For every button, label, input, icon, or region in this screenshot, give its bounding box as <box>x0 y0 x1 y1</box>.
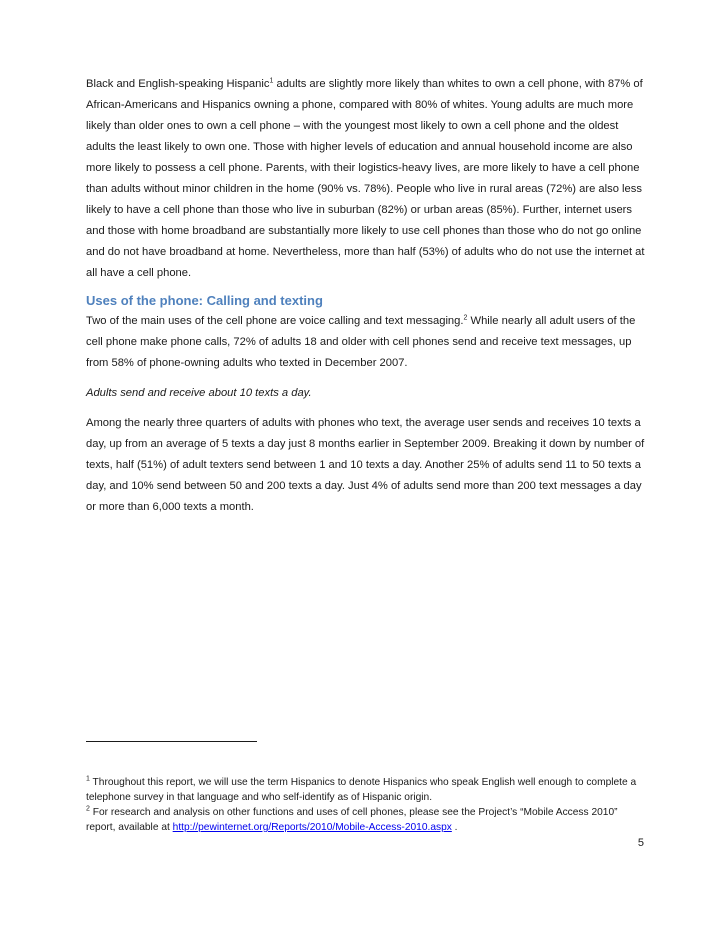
mobile-access-report-link[interactable]: http://pewinternet.org/Reports/2010/Mobile-Access-2010.aspx <box>172 822 452 833</box>
footnote-1 <box>86 775 646 805</box>
footnote-1-number: 1 <box>86 775 90 783</box>
footnote-separator <box>86 741 257 742</box>
page-body <box>86 74 648 518</box>
italic-subheading: Adults send and receive about 10 texts a day. <box>86 387 312 399</box>
para1-text-end: adults are slightly more likely than whites to own a cell phone, with 87% of African-Americans and Hispanics owning a phone, compared with 80% of whites. Young adults are much more likely than older ones to own a cell phone – with the youngest most likely to own a cell phone and the oldest adults the least likely to own one. Those with higher levels of education and annual household income are also more likely to possess a cell phone. Parents, with their logistics-heavy lives, are more likely to have a cell phone than adults without minor children in the home (90% vs. 78%). People who live in rural areas (72%) are also less likely to have a cell phone than those who live in suburban (82%) or urban areas (85%). Further, internet users and those with home broadband are substantially more likely to use cell phones than those who do not go online and do not have broadband at home. Nevertheless, more than half (53%) of adults who do not use the internet at all have a cell phone. <box>86 78 645 279</box>
footnote-2-text: For research and analysis on other functions and uses of cell phones, please see the Project’s “Mobile Access 2010” report, available at <box>86 807 618 833</box>
para1-text-start: Black and English-speaking Hispanic <box>86 78 270 90</box>
paragraph-texts-per-day: Among the nearly three quarters of adults with phones who text, the average user sends and receives 10 texts a day, up from an average of 5 texts a day just 8 months earlier in September 2009. Breaking it down by number of texts, half (51%) of adult texters send between 1 and 10 texts a day. Another 25% of adults send 11 to 50 texts a day, and 10% send between 50 and 200 texts a day. Just 4% of adults send more than 200 text messages a day or more than 6,000 texts a month. <box>86 417 645 513</box>
page-number: 5 <box>637 837 644 849</box>
footnote-ref-2[interactable]: 2 <box>463 314 468 322</box>
footnote-1-text: Throughout this report, we will use the term Hispanics to denote Hispanics who speak English well enough to complete a telephone survey in that language and who self-identify as of Hispanic origin. <box>86 777 637 803</box>
paragraph-calling-texting <box>86 311 648 374</box>
footnote-ref-1[interactable]: 1 <box>269 77 274 85</box>
paragraph-cell-ownership <box>86 74 648 284</box>
footnote-2-number: 2 <box>86 805 90 813</box>
section-heading: Uses of the phone: Calling and texting <box>86 293 323 308</box>
footnote-2 <box>86 805 646 835</box>
footnotes <box>86 775 646 835</box>
para2-text-start: Two of the main uses of the cell phone are voice calling and text messaging. <box>86 315 464 327</box>
footnote-2-end: . <box>451 822 458 833</box>
para2-text-end: While nearly all adult users of the cell phone make phone calls, 72% of adults 18 and older with cell phones send and receive text messages, up from 58% of phone-owning adults who texted in December 2007. <box>86 315 636 369</box>
